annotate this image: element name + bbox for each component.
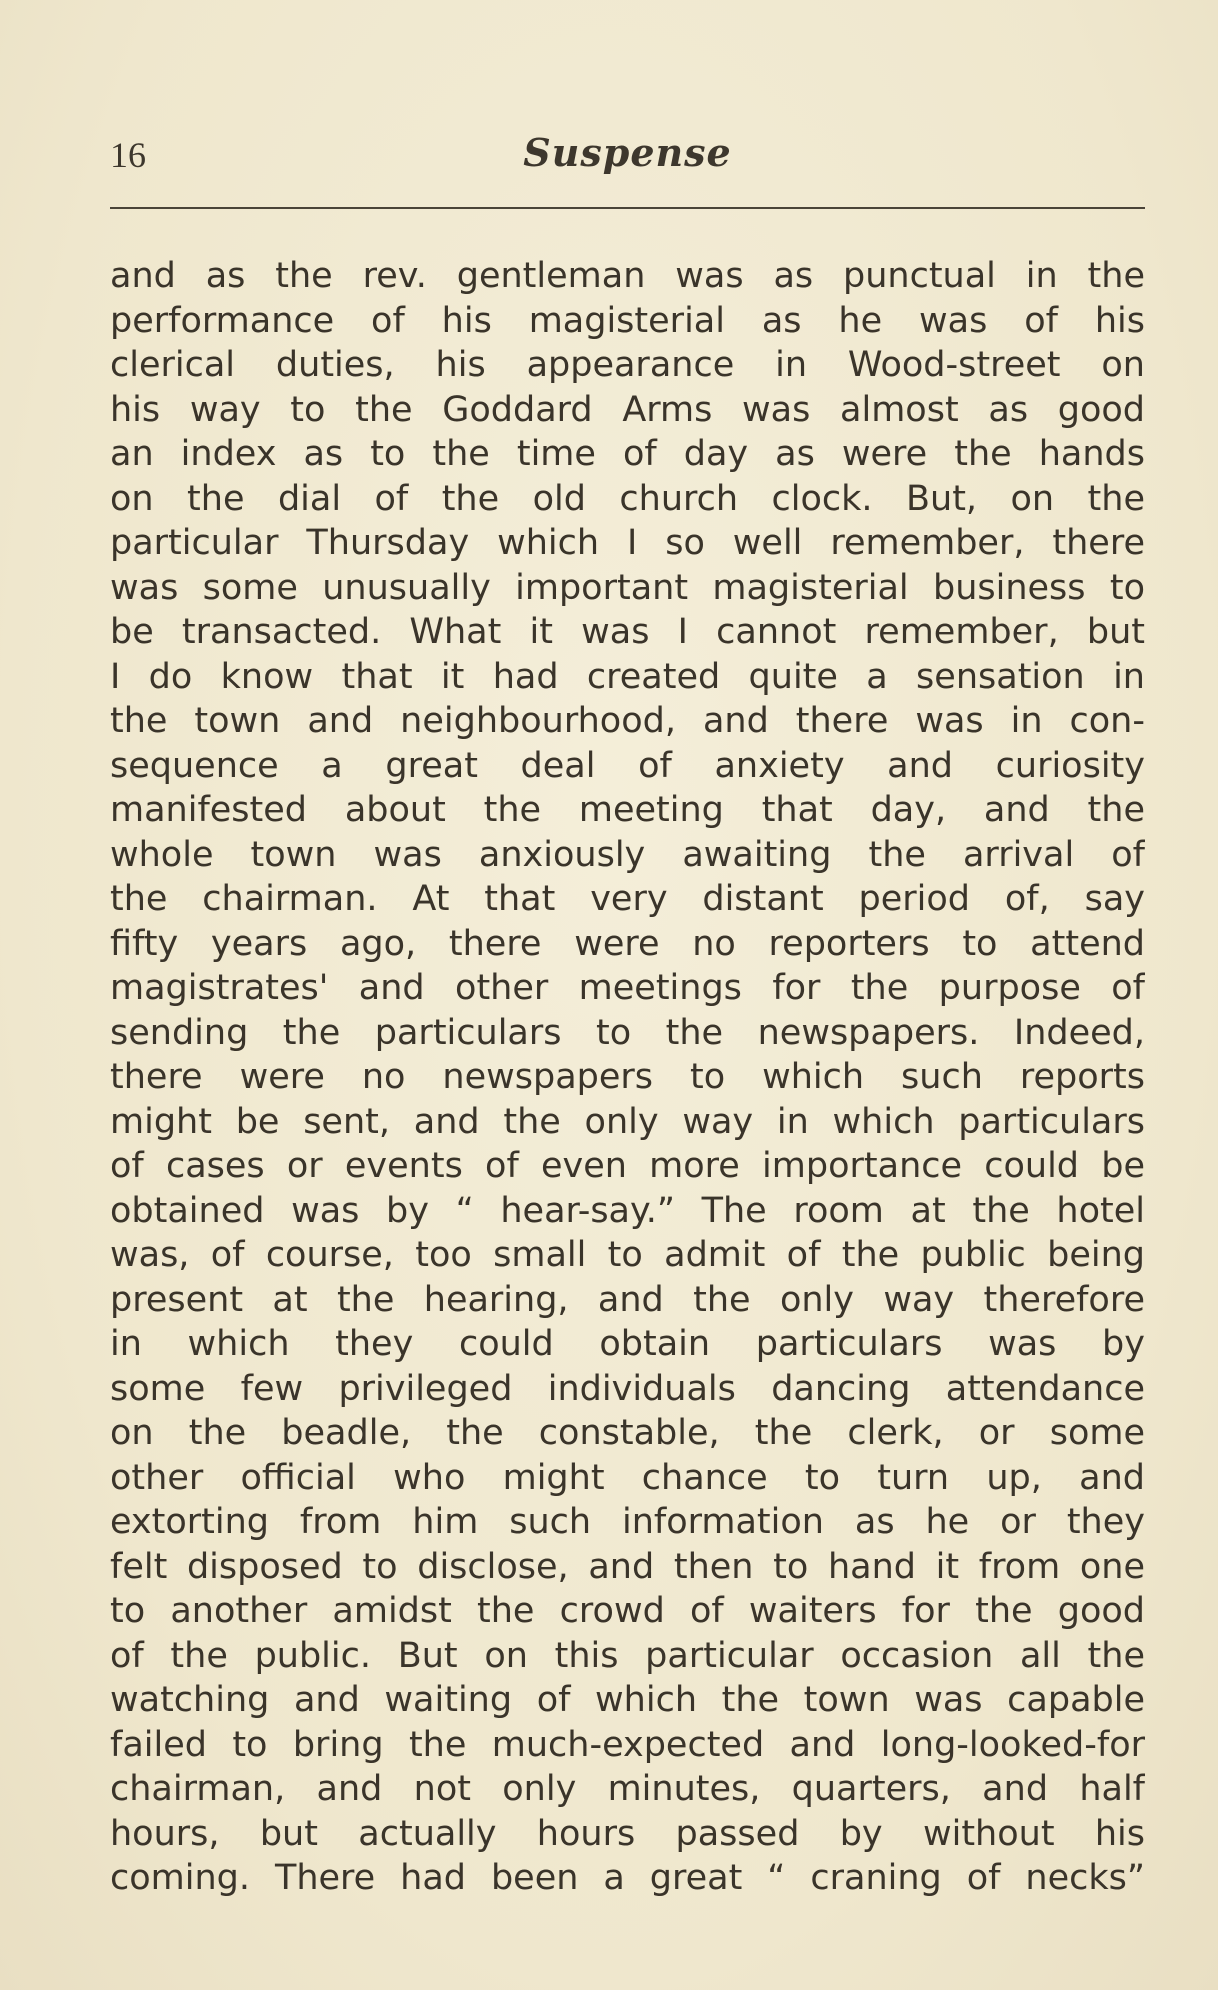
text-line-35: chairman, and not only minutes, quarters, and half bbox=[110, 1769, 1145, 1809]
text-line-2: performance of his magisterial as he was of his bbox=[110, 300, 1145, 341]
text-line-16: fifty years ago, there were no reporters to attend bbox=[110, 923, 1145, 964]
text-line-19: there were no newspapers to which such reports bbox=[110, 1057, 1145, 1097]
running-head bbox=[110, 126, 1145, 186]
text-line-22: obtained was by “ hear-say.” The room at the hotel bbox=[110, 1190, 1145, 1231]
text-line-18: sending the particulars to the newspapers. Indeed, bbox=[110, 1012, 1145, 1053]
page-number: 16 bbox=[110, 135, 146, 175]
text-line-4: his way to the Goddard Arms was almost as good bbox=[110, 389, 1145, 430]
text-line-9: be transacted. What it was I cannot remember, but bbox=[110, 612, 1145, 652]
text-line-10: I do know that it had created quite a sensation in bbox=[110, 656, 1145, 697]
text-line-33: watching and waiting of which the town was capable bbox=[110, 1680, 1145, 1720]
text-line-30: felt disposed to disclose, and then to hand it from one bbox=[110, 1546, 1145, 1587]
text-line-5: an index as to the time of day as were the hands bbox=[110, 434, 1145, 474]
text-line-7: particular Thursday which I so well remember, there bbox=[110, 523, 1145, 563]
text-line-17: magistrates' and other meetings for the purpose of bbox=[110, 968, 1145, 1008]
text-line-14: whole town was anxiously awaiting the arrival of bbox=[110, 834, 1145, 875]
text-line-32: of the public. But on this particular occasion all the bbox=[110, 1635, 1145, 1676]
header-rule bbox=[110, 207, 1145, 209]
text-line-12: sequence a great deal of anxiety and curiosity bbox=[110, 745, 1145, 786]
text-line-28: other official who might chance to turn up, and bbox=[110, 1457, 1145, 1498]
text-line-1: and as the rev. gentleman was as punctual in the bbox=[110, 256, 1145, 296]
body-paragraph bbox=[110, 254, 1145, 1901]
running-title: Suspense bbox=[523, 130, 732, 175]
text-line-25: in which they could obtain particulars was by bbox=[110, 1324, 1145, 1364]
text-line-20: might be sent, and the only way in which particulars bbox=[110, 1101, 1145, 1142]
text-line-6: on the dial of the old church clock. But, on the bbox=[110, 478, 1145, 519]
text-line-21: of cases or events of even more importance could be bbox=[110, 1146, 1145, 1186]
text-line-3: clerical duties, his appearance in Wood-street on bbox=[110, 345, 1145, 385]
text-line-13: manifested about the meeting that day, and the bbox=[110, 790, 1145, 830]
text-line-15: the chairman. At that very distant period of, say bbox=[110, 879, 1145, 919]
text-line-26: some few privileged individuals dancing attendance bbox=[110, 1368, 1145, 1409]
text-line-27: on the beadle, the constable, the clerk, or some bbox=[110, 1413, 1145, 1453]
text-line-37: coming. There had been a great “ craning of necks” bbox=[110, 1858, 1145, 1898]
text-line-34: failed to bring the much-expected and long-looked-for bbox=[110, 1724, 1145, 1765]
text-line-8: was some unusually important magisterial business to bbox=[110, 567, 1145, 608]
text-line-31: to another amidst the crowd of waiters for the good bbox=[110, 1591, 1145, 1631]
text-line-36: hours, but actually hours passed by without his bbox=[110, 1813, 1145, 1854]
text-line-23: was, of course, too small to admit of the public being bbox=[110, 1235, 1145, 1275]
text-line-24: present at the hearing, and the only way therefore bbox=[110, 1279, 1145, 1320]
text-line-29: extorting from him such information as he or they bbox=[110, 1502, 1145, 1542]
text-line-11: the town and neighbourhood, and there was in con- bbox=[110, 701, 1145, 741]
